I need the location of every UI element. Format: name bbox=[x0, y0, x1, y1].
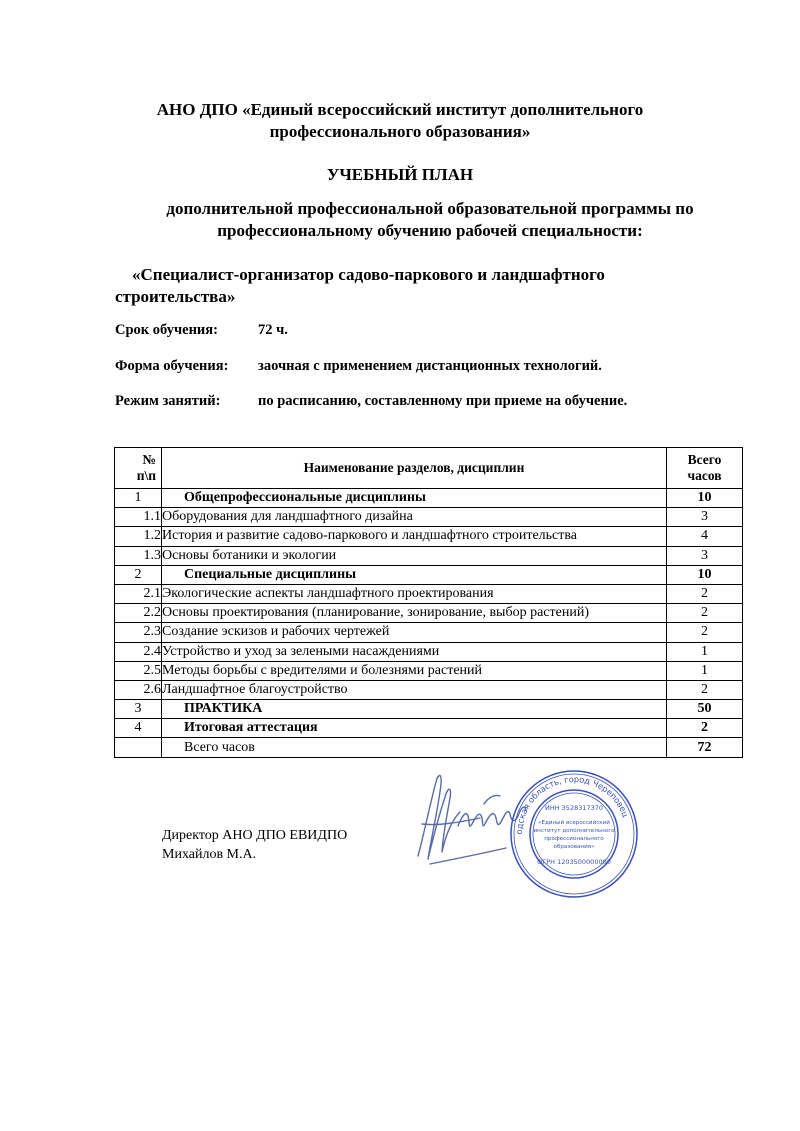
table-row bbox=[115, 642, 743, 661]
row-name: Основы ботаники и экологии bbox=[162, 546, 667, 565]
row-name: Всего часов bbox=[162, 738, 667, 757]
row-name: Специальные дисциплины bbox=[162, 565, 667, 584]
table-row bbox=[115, 584, 743, 603]
row-number: 1.3 bbox=[115, 546, 162, 565]
org-title bbox=[0, 99, 800, 143]
row-hours: 72 bbox=[667, 738, 743, 757]
row-name: Ландшафтное благоустройство bbox=[162, 680, 667, 699]
program-name: «Специалист-организатор садово-паркового и ландшафтного строительства» bbox=[115, 265, 605, 306]
seal-ogrn: ОГРН 1203500000000 bbox=[537, 858, 611, 866]
table-row bbox=[115, 680, 743, 699]
row-hours: 2 bbox=[667, 584, 743, 603]
row-number: 4 bbox=[115, 719, 162, 738]
signatory-block bbox=[162, 826, 347, 864]
table-row bbox=[115, 700, 743, 719]
row-name: Общепрофессиональные дисциплины bbox=[162, 489, 667, 508]
table-row bbox=[115, 604, 743, 623]
seal-inner-line1: «Единый всероссийский bbox=[538, 820, 610, 826]
seal-inner-line3: профессионального bbox=[544, 836, 604, 842]
row-number: 2 bbox=[115, 565, 162, 584]
row-name: Итоговая аттестация bbox=[162, 719, 667, 738]
row-hours: 3 bbox=[667, 508, 743, 527]
table-row bbox=[115, 546, 743, 565]
header-number-line1: № bbox=[142, 452, 156, 467]
header-name: Наименование разделов, дисциплин bbox=[162, 448, 667, 489]
row-number: 1 bbox=[115, 489, 162, 508]
row-name: История и развитие садово-паркового и ландшафтного строительства bbox=[162, 527, 667, 546]
header-hours bbox=[667, 448, 743, 489]
table-row bbox=[115, 623, 743, 642]
row-number: 2.1 bbox=[115, 584, 162, 603]
row-hours: 10 bbox=[667, 565, 743, 584]
row-number: 2.2 bbox=[115, 604, 162, 623]
seal-outer-text: одская область, город Череповец bbox=[513, 773, 631, 835]
header-hours-line2: часов bbox=[687, 468, 722, 483]
row-number: 2.3 bbox=[115, 623, 162, 642]
row-hours: 2 bbox=[667, 604, 743, 623]
table-row bbox=[115, 565, 743, 584]
header-hours-line1: Всего bbox=[687, 452, 722, 467]
row-hours: 50 bbox=[667, 700, 743, 719]
org-title-line2: профессионального образования» bbox=[269, 122, 531, 141]
row-number: 1.1 bbox=[115, 508, 162, 527]
row-name: Методы борьбы с вредителями и болезнями растений bbox=[162, 661, 667, 680]
row-name: Основы проектирования (планирование, зонирование, выбор растений) bbox=[162, 604, 667, 623]
subtitle-line2: профессиональному обучению рабочей специальности: bbox=[217, 221, 643, 240]
row-number bbox=[115, 738, 162, 757]
row-hours: 1 bbox=[667, 661, 743, 680]
row-name: Устройство и уход за зелеными насаждениями bbox=[162, 642, 667, 661]
program-subtitle bbox=[0, 198, 800, 242]
header-number-line2: п\п bbox=[136, 468, 156, 483]
duration-label: Срок обучения: bbox=[115, 322, 218, 338]
row-number: 2.5 bbox=[115, 661, 162, 680]
seal-inner-line2: институт дополнительного bbox=[533, 828, 615, 834]
subtitle-line1: дополнительной профессиональной образовательной программы по bbox=[166, 199, 694, 218]
header-number bbox=[115, 448, 162, 489]
row-number: 2.4 bbox=[115, 642, 162, 661]
seal-inn: ИНН 3528317370 bbox=[544, 804, 604, 812]
row-hours: 2 bbox=[667, 623, 743, 642]
form-value: заочная с применением дистанционных технологий. bbox=[258, 358, 602, 374]
row-number: 3 bbox=[115, 700, 162, 719]
row-hours: 2 bbox=[667, 719, 743, 738]
row-name: Оборудования для ландшафтного дизайна bbox=[162, 508, 667, 527]
row-number: 2.6 bbox=[115, 680, 162, 699]
official-seal bbox=[508, 768, 640, 900]
duration-value: 72 ч. bbox=[258, 322, 288, 338]
table-header-row bbox=[115, 448, 743, 489]
seal-inner-line4: образования» bbox=[553, 844, 595, 850]
mode-value: по расписанию, составленному при приеме на обучение. bbox=[258, 393, 628, 409]
mode-label: Режим занятий: bbox=[115, 393, 221, 409]
org-title-line1: АНО ДПО «Единый всероссийский институт дополнительного bbox=[156, 100, 644, 119]
table-row bbox=[115, 719, 743, 738]
form-label: Форма обучения: bbox=[115, 358, 229, 374]
row-hours: 4 bbox=[667, 527, 743, 546]
table-row bbox=[115, 661, 743, 680]
row-hours: 3 bbox=[667, 546, 743, 565]
table-row bbox=[115, 738, 743, 757]
signatory-position: Директор АНО ДПО ЕВИДПО bbox=[162, 828, 348, 843]
document-title: УЧЕБНЫЙ ПЛАН bbox=[326, 165, 474, 184]
row-name: Создание эскизов и рабочих чертежей bbox=[162, 623, 667, 642]
table-row bbox=[115, 489, 743, 508]
row-name: Экологические аспекты ландшафтного проектирования bbox=[162, 584, 667, 603]
row-number: 1.2 bbox=[115, 527, 162, 546]
row-name: ПРАКТИКА bbox=[162, 700, 667, 719]
table-row bbox=[115, 508, 743, 527]
signatory-name: Михайлов М.А. bbox=[162, 847, 257, 862]
row-hours: 10 bbox=[667, 489, 743, 508]
row-hours: 2 bbox=[667, 680, 743, 699]
curriculum-table bbox=[114, 447, 743, 758]
row-hours: 1 bbox=[667, 642, 743, 661]
table-row bbox=[115, 527, 743, 546]
